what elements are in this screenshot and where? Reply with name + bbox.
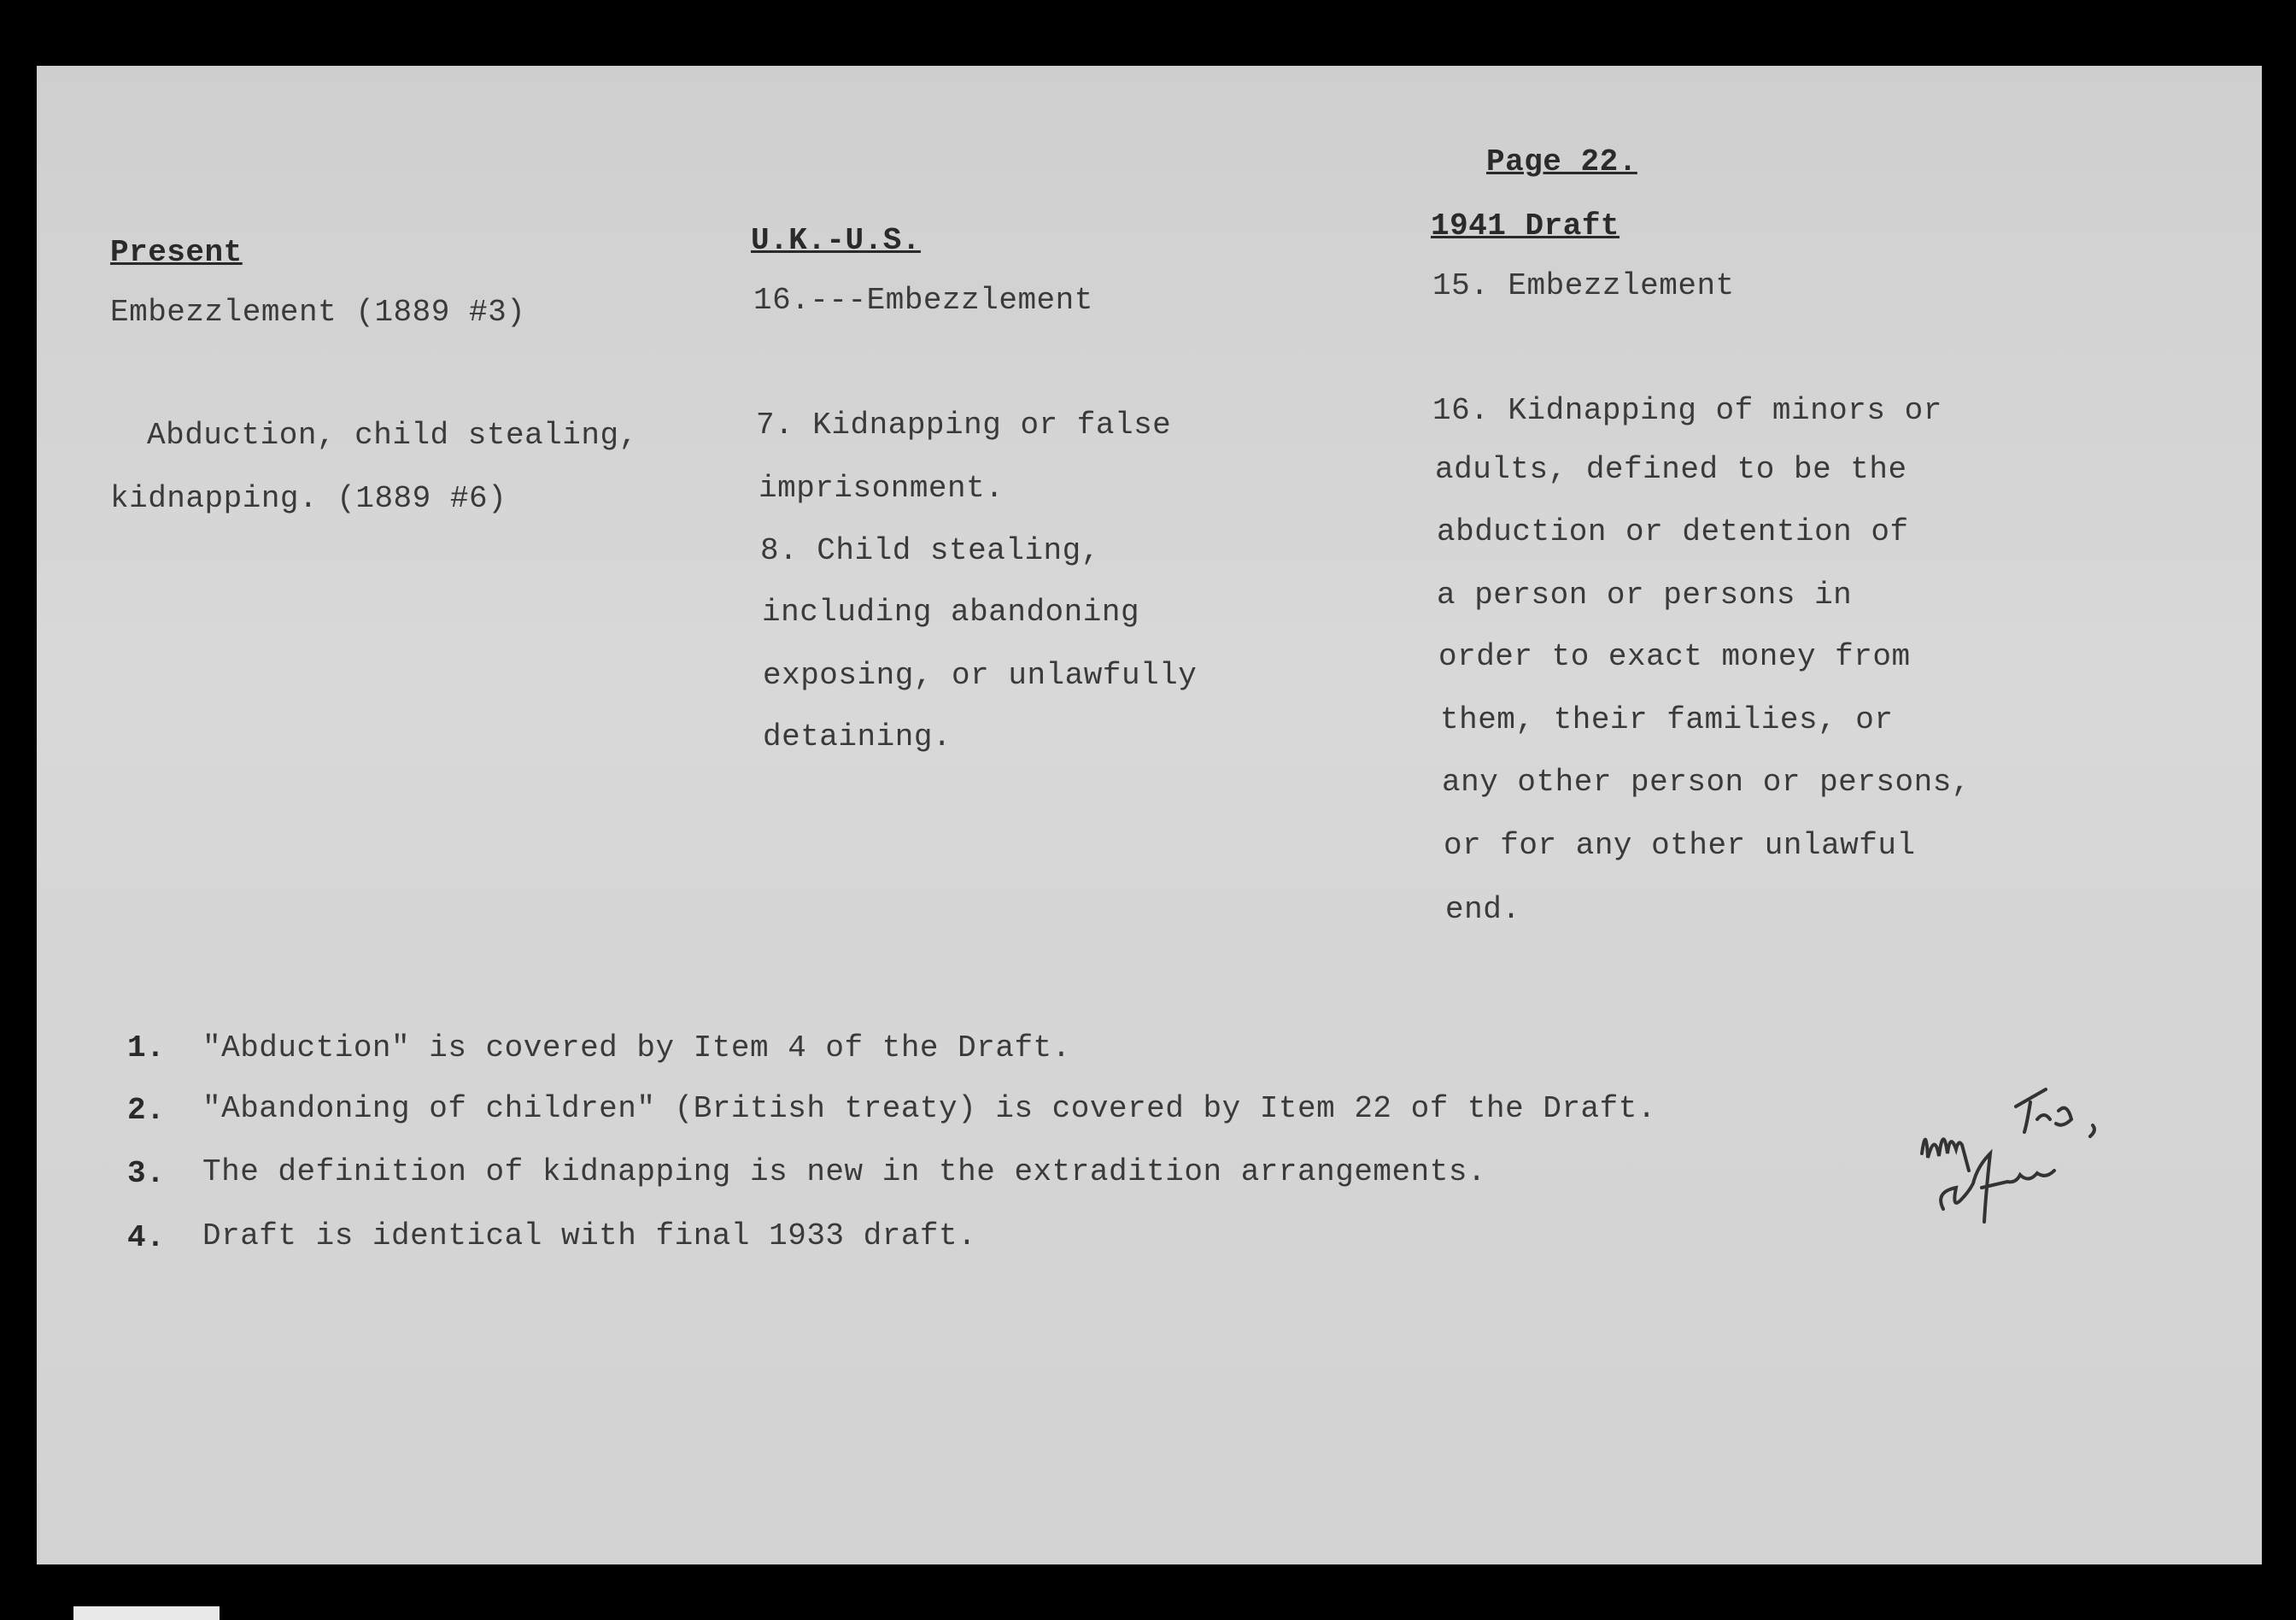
uk-us-line: 8. Child stealing, [760, 533, 1100, 568]
draft-line: adults, defined to be the [1435, 452, 1907, 487]
uk-us-line: detaining. [763, 719, 952, 754]
note-number: 2. [127, 1093, 166, 1128]
draft-line: abduction or detention of [1437, 514, 1909, 549]
handwritten-annotation [1909, 1072, 2165, 1226]
uk-us-line: exposing, or unlawfully [763, 658, 1198, 693]
note-number: 3. [127, 1156, 166, 1191]
present-line: kidnapping. (1889 #6) [110, 481, 507, 516]
uk-us-line: 16.---Embezzlement [753, 283, 1093, 318]
note-number: 4. [127, 1220, 166, 1255]
draft-line: any other person or persons, [1442, 765, 1971, 800]
scan-edge-strip [73, 1606, 220, 1620]
uk-us-line: including abandoning [762, 595, 1140, 630]
uk-us-line: 7. Kidnapping or false [756, 408, 1172, 443]
present-line: Abduction, child stealing, [147, 418, 638, 453]
draft-line: a person or persons in [1437, 578, 1853, 613]
note-text: The definition of kidnapping is new in the extradition arrangements. [202, 1154, 1487, 1189]
uk-us-line: imprisonment. [758, 471, 1004, 506]
draft-line: 16. Kidnapping of minors or [1432, 393, 1942, 428]
note-text: Draft is identical with final 1933 draft. [202, 1218, 977, 1253]
draft-line: 15. Embezzlement [1432, 268, 1735, 303]
column-heading-present: Present [110, 235, 243, 270]
page-number: Page 22. [1486, 144, 1637, 179]
present-line: Embezzlement (1889 #3) [110, 295, 526, 330]
draft-line: end. [1445, 892, 1521, 927]
column-heading-1941-draft: 1941 Draft [1431, 208, 1620, 244]
document-page [37, 66, 2262, 1564]
note-number: 1. [127, 1030, 166, 1065]
draft-line: them, their families, or [1440, 702, 1894, 737]
note-text: "Abduction" is covered by Item 4 of the Draft. [202, 1030, 1071, 1065]
draft-line: or for any other unlawful [1444, 828, 1916, 863]
draft-line: order to exact money from [1438, 639, 1911, 674]
column-heading-uk-us: U.K.-U.S. [751, 223, 921, 258]
note-text: "Abandoning of children" (British treaty) is covered by Item 22 of the Draft. [202, 1091, 1656, 1126]
